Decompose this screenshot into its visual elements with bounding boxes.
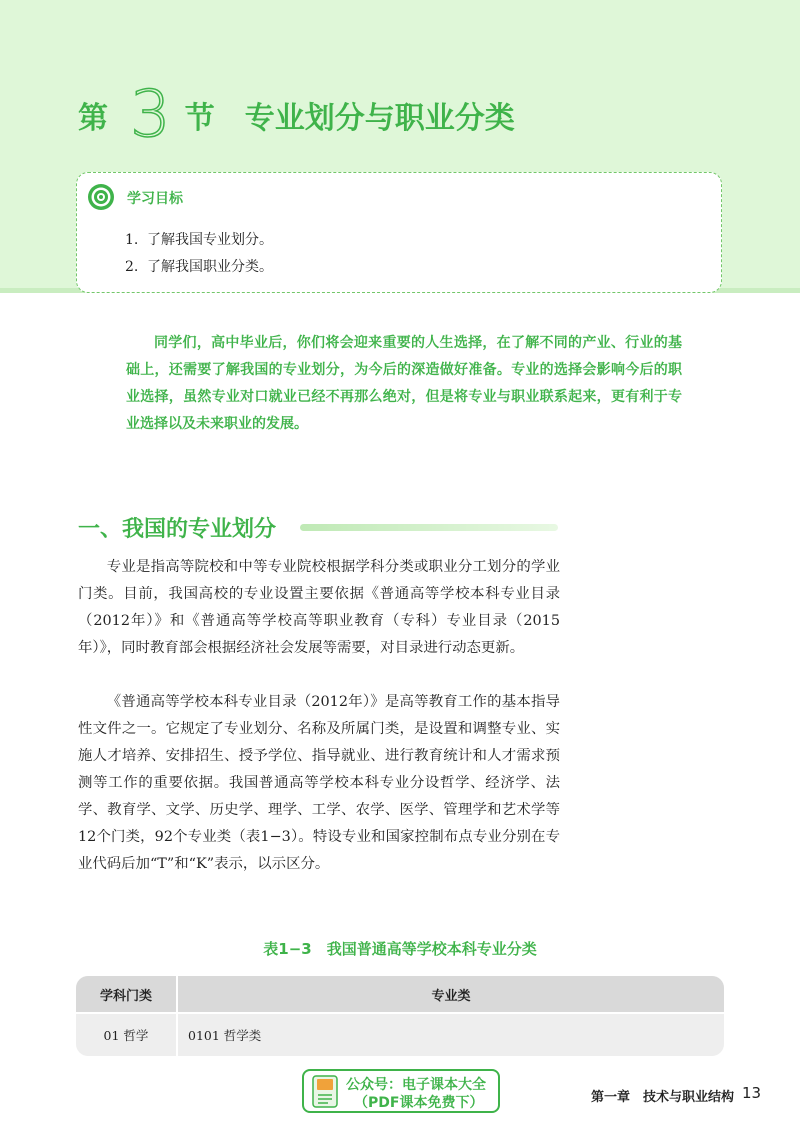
goal-number: 2. — [125, 259, 139, 275]
majors-table — [76, 976, 724, 1056]
table-caption: 表1−3 我国普通高等学校本科专业分类 — [263, 940, 537, 958]
target-icon — [87, 183, 115, 211]
body-paragraph: 专业是指高等院校和中等专业院校根据学科分类或职业分工划分的学业门类。目前，我国高校的专业设置主要依据《普通高等学校本科专业目录（2012年）》和《普通高等学校高等职业教育（专科）专业目录（2015年）》，同时教育部会根据经济社会发展等需要，对目录进行动态更新。 — [78, 559, 560, 656]
table-cell-category: 01 哲学 — [103, 1028, 149, 1043]
book-icon — [312, 1075, 338, 1108]
page-number: 13 — [742, 1084, 762, 1102]
section-suffix: 节 — [184, 101, 215, 136]
table-divider — [176, 976, 178, 1056]
table-header-majors: 专业类 — [178, 976, 724, 1012]
table-header-category: 学科门类 — [76, 976, 176, 1012]
goal-text: 了解我国专业划分。 — [147, 232, 273, 248]
section-prefix: 第 — [78, 101, 108, 136]
body-paragraph: 《普通高等学校本科专业目录（2012年）》是高等教育工作的基本指导性文件之一。它规定了专业划分、名称及所属门类，是设置和调整专业、实施人才培养、安排招生、授予学位、指导就业、进行教育统计和人才需求预测等工作的重要依据。我国普通高等学校本科专业分设哲学、经济学、法学、教育学、文学、历史学、理学、工学、农学、医学、管理学和艺术学等12个门类，92个专业类（表1−3）。特设专业和国家控制布点专业分别在专业代码后加“T”和“K”表示，以示区分。 — [78, 694, 560, 872]
heading-underline — [300, 524, 558, 531]
learning-goals-box — [76, 172, 722, 293]
intro-paragraph: 同学们，高中毕业后，你们将会迎来重要的人生选择，在了解不同的产业、行业的基础上，还需要了解我国的专业划分，为今后的深造做好准备。专业的选择会影响今后的职业选择，虽然专业对口就业已经不再那么绝对，但是将专业与职业联系起来，更有利于专业选择以及未来职业的发展。 — [126, 335, 682, 432]
section-title — [78, 80, 515, 150]
heading-1: 一、我国的专业划分 — [78, 517, 277, 542]
watermark-badge — [302, 1069, 500, 1113]
goal-text: 了解我国职业分类。 — [147, 259, 273, 275]
watermark-line1: 公众号：电子课本大全 — [346, 1077, 486, 1093]
goal-item — [125, 256, 273, 276]
goal-number: 1. — [125, 232, 139, 248]
learning-goals-title: 学习目标 — [127, 191, 183, 207]
watermark-line2: （PDF课本免费下） — [354, 1095, 484, 1111]
footer-chapter: 第一章 技术与职业结构 — [591, 1090, 735, 1105]
table-cell-majors: 0101 哲学类 — [188, 1028, 262, 1043]
goal-item — [125, 229, 273, 249]
section-name: 专业划分与职业分类 — [244, 101, 515, 136]
section-number: 3 — [130, 78, 171, 152]
